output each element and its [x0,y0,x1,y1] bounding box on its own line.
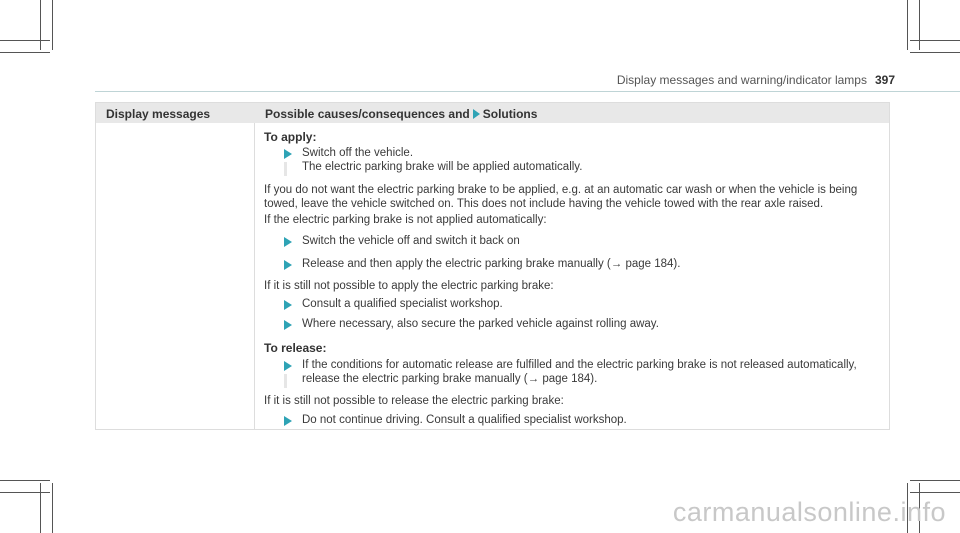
crop-mark [910,52,960,53]
step-release-conditions-line1: If the conditions for automatic release are fulfilled and the electric parking brake is not released automatically, [302,359,857,371]
header-solutions-text: Solutions [482,107,538,121]
step-arrow-icon [284,260,292,270]
header-rule [95,91,960,92]
step-consult-workshop: Consult a qualified specialist workshop. [302,298,503,310]
page-number: 397 [874,73,895,87]
table-body [96,103,889,429]
step-arrow-icon [284,320,292,330]
crop-mark [40,0,41,50]
display-messages-table [95,102,890,430]
header-display-messages: Display messages [106,107,211,121]
step-do-not-drive: Do not continue driving. Consult a qualified specialist workshop. [302,414,627,426]
crop-mark [52,483,53,533]
step-arrow-icon [284,149,292,159]
crop-mark [919,0,920,50]
crop-mark [910,40,960,41]
running-head-title: Display messages and warning/indicator lamps [616,73,867,87]
crop-mark [0,52,50,53]
step-switch-off-on: Switch the vehicle off and switch it back on [302,235,520,247]
to-release-heading: To release: [264,341,327,355]
running-head [617,73,895,87]
crop-mark [910,492,960,493]
step-switch-off-result: The electric parking brake will be applied automatically. [302,161,583,173]
continuation-bar [284,374,287,388]
paragraph-still-not-apply: If it is still not possible to apply the electric parking brake: [264,280,554,292]
step-arrow-icon [284,361,292,371]
crop-mark [40,483,41,533]
watermark: carmanualsonline.info [672,497,946,527]
paragraph-no-apply-line2: towed, leave the vehicle switched on. This does not include having the vehicle towed with the rear axle raised. [264,198,824,210]
header-causes-text: Possible causes/consequences and [265,107,470,121]
step-switch-off: Switch off the vehicle. [302,147,414,159]
step-release-conditions-line2: release the electric parking brake manually (→ page 184). [302,373,598,385]
step-release-apply: Release and then apply the electric parking brake manually (→ page 184). [302,258,681,270]
crop-mark [907,0,908,50]
crop-mark [910,480,960,481]
crop-mark [0,40,50,41]
step-arrow-icon [284,416,292,426]
result-bar [284,162,287,176]
crop-mark [0,480,50,481]
step-arrow-icon [284,237,292,247]
crop-mark [52,0,53,50]
step-secure-vehicle: Where necessary, also secure the parked vehicle against rolling away. [302,318,659,330]
step-arrow-icon [284,300,292,310]
crop-mark [0,492,50,493]
paragraph-still-not-release: If it is still not possible to release the electric parking brake: [264,395,564,407]
paragraph-not-applied: If the electric parking brake is not applied automatically: [264,214,547,226]
to-apply-heading: To apply: [264,130,317,144]
paragraph-no-apply-line1: If you do not want the electric parking brake to be applied, e.g. at an automatic car wash or when the vehicle is being [264,184,858,196]
